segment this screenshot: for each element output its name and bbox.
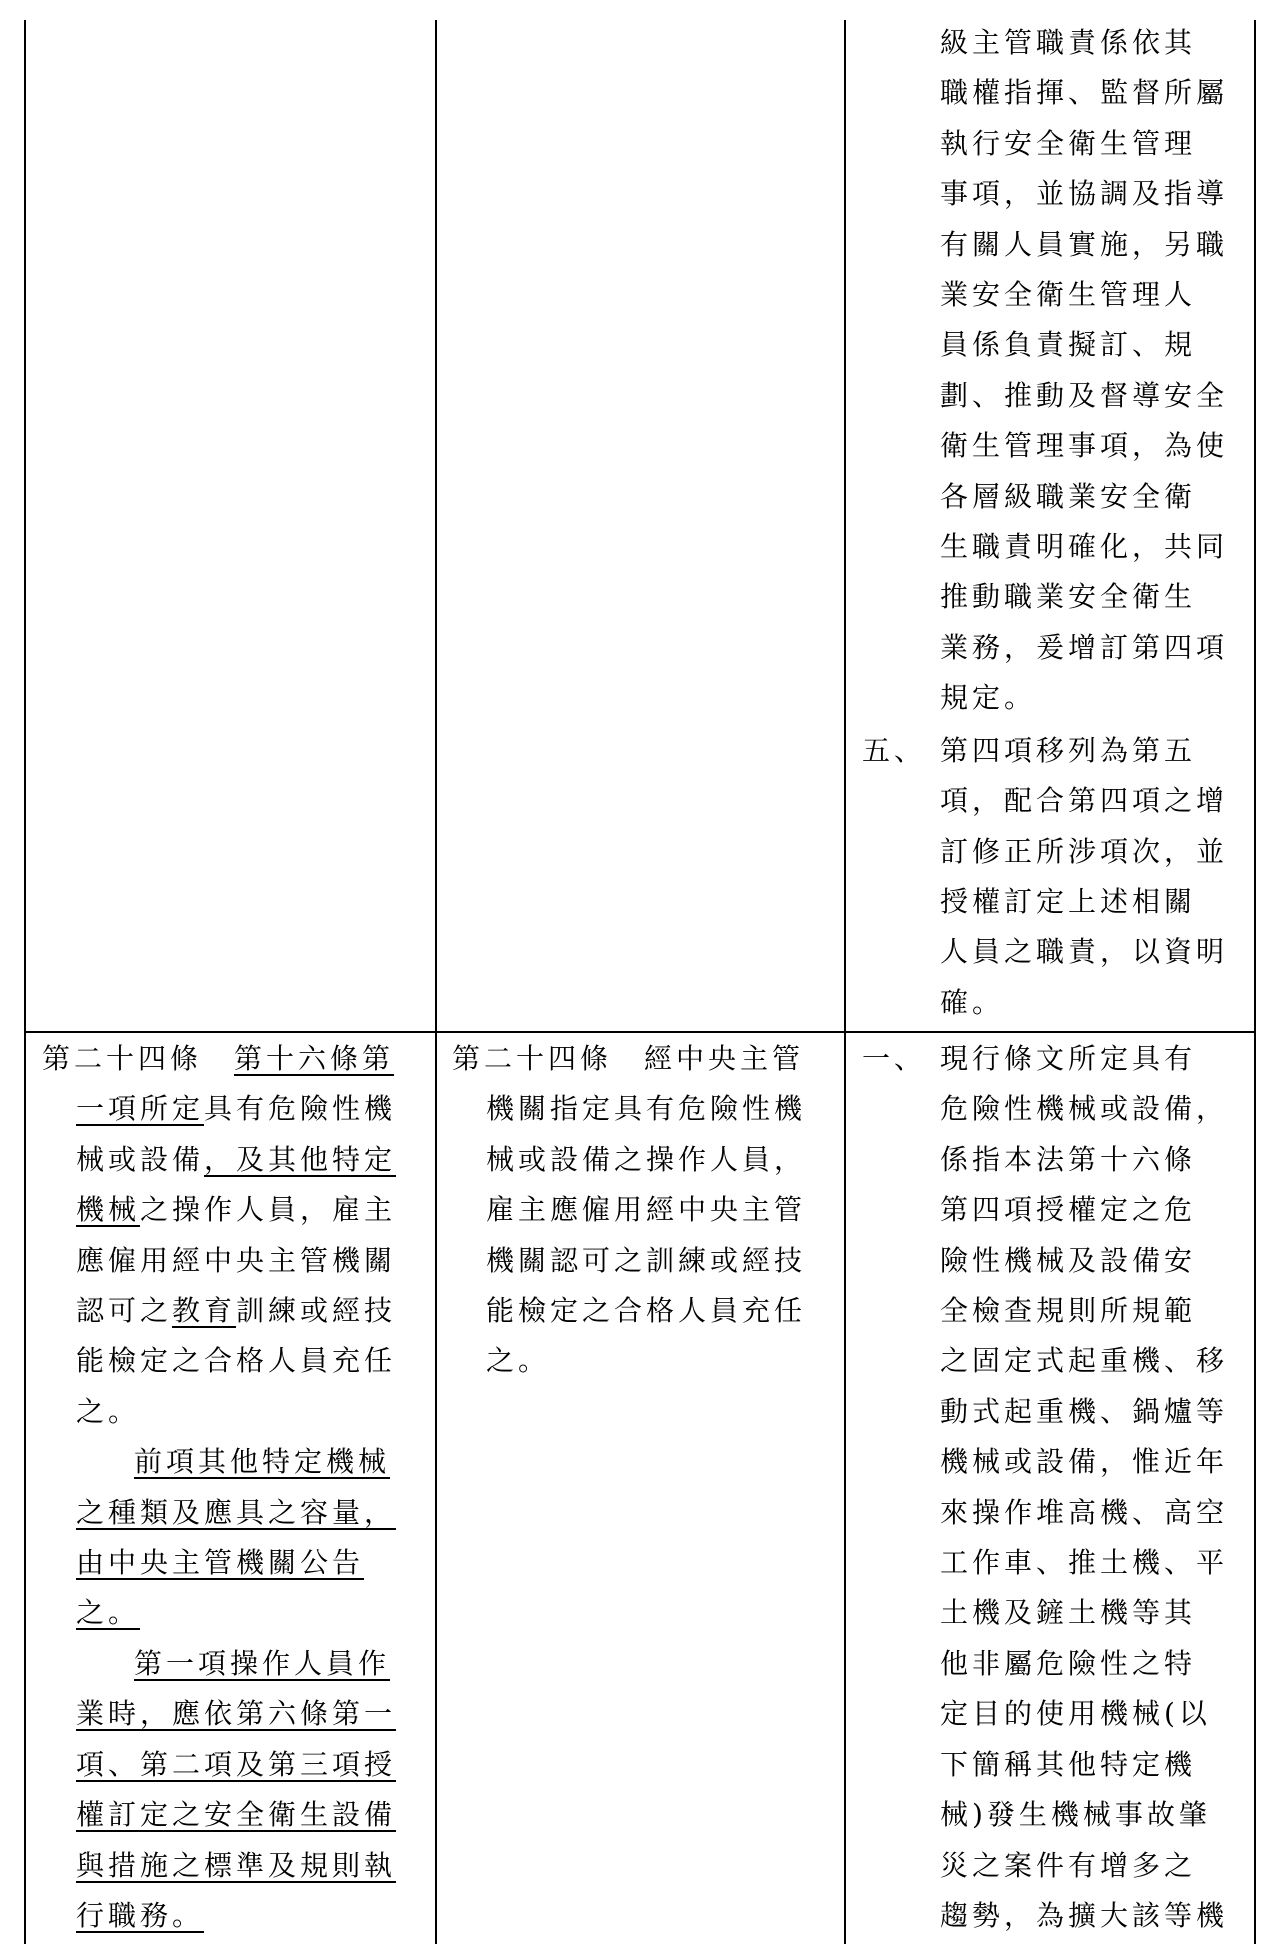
table-border-right <box>1254 20 1256 1944</box>
amended-text: 業時，應依第六條第一 <box>76 1697 397 1731</box>
amended-text: 項、第二項及第三項授 <box>76 1747 397 1781</box>
amended-text: 由中央主管機關公告 <box>76 1546 365 1580</box>
text-line: 能檢定之合格人員充任 <box>76 1344 397 1378</box>
text-line: 機關認可之訓練或經技 <box>486 1243 807 1277</box>
text-line: 業安全衛生管理人 <box>940 278 1197 312</box>
text-line: 事項，並協調及指導 <box>940 177 1229 211</box>
text-line: 推動職業安全衛生 <box>940 580 1197 614</box>
text-line: 規定。 <box>940 681 1037 715</box>
item-number: 五、 <box>862 733 927 767</box>
text-line: 機關指定具有危險性機 <box>486 1092 807 1126</box>
article-heading-line: 第二十四條 經中央主管 <box>452 1042 805 1075</box>
text-line: 工作車、推土機、平 <box>940 1546 1229 1580</box>
text-line <box>42 1841 427 1891</box>
amended-text: 前項其他特定機械 <box>134 1445 391 1479</box>
text-line: 雇主應僱用經中央主管 <box>486 1193 807 1227</box>
paragraph-3-first-line <box>42 1639 427 1689</box>
text-line: 險性機械及設備安 <box>940 1243 1197 1277</box>
text-line: 之。 <box>76 1394 141 1428</box>
amended-text: 之種類及應具之容量， <box>76 1495 397 1529</box>
text-line: 械)發生機械事故肇 <box>940 1798 1211 1832</box>
text-line: 職權指揮、監督所屬 <box>940 76 1229 110</box>
text-line: 危險性機械或設備， <box>940 1092 1229 1126</box>
text-line <box>42 1538 427 1588</box>
amended-text: 一項所定 <box>76 1092 205 1126</box>
text-line <box>42 1740 427 1790</box>
text-line: 劃、推動及督導安全 <box>940 378 1229 412</box>
text-line: 訂修正所涉項次，並 <box>940 834 1229 868</box>
text-line <box>42 1891 427 1941</box>
text-line: 現行條文所定具有 <box>940 1042 1197 1075</box>
row2-explanation-cell <box>862 1034 1242 1941</box>
table-row-divider <box>24 1031 1256 1033</box>
text-line: 之。 <box>486 1344 551 1378</box>
article-heading-line: 第二十四條 第十六條第 <box>42 1042 395 1075</box>
text-line: 第四項移列為第五 <box>940 733 1197 767</box>
text-line <box>42 1790 427 1840</box>
text-line <box>42 1488 427 1538</box>
text-line: 執行安全衛生管理 <box>940 126 1197 160</box>
text-line: 確。 <box>940 985 1005 1019</box>
text-line: 第四項授權定之危 <box>940 1193 1197 1227</box>
text-line: 他非屬危險性之特 <box>940 1646 1197 1680</box>
text-line: 員係負責擬訂、規 <box>940 328 1197 362</box>
amended-text: 與措施之標準及規則執 <box>76 1848 397 1882</box>
text-line: 係指本法第十六條 <box>940 1142 1197 1176</box>
amended-text: 教育 <box>172 1294 237 1328</box>
amended-text: 行職務。 <box>76 1898 205 1932</box>
table-column-divider-2 <box>844 20 846 1944</box>
text-line: 動式起重機、鍋爐等 <box>940 1394 1229 1428</box>
amended-text: 第十六條第 <box>234 1042 395 1075</box>
text-line: 項，配合第四項之增 <box>940 784 1229 818</box>
text-line: 定目的使用機械(以 <box>940 1697 1211 1731</box>
text-line: 來操作堆高機、高空 <box>940 1495 1229 1529</box>
text-line: 授權訂定上述相關 <box>940 884 1197 918</box>
text-line: 有關人員實施，另職 <box>940 227 1229 261</box>
text-line: 之固定式起重機、移 <box>940 1344 1229 1378</box>
amended-article-cell <box>42 1034 427 1941</box>
text-line: 土機及鏟土機等其 <box>940 1596 1197 1630</box>
text-line: 全檢查規則所規範 <box>940 1294 1197 1328</box>
amended-text: 第一項操作人員作 <box>134 1646 391 1680</box>
current-article-cell <box>452 1034 837 1387</box>
text-line: 機械或設備，惟近年 <box>940 1445 1229 1479</box>
text-line: 械或設備，及其他特定 <box>76 1142 397 1176</box>
amended-text: 權訂定之安全衛生設備 <box>76 1798 397 1832</box>
text-line: 機械之操作人員，雇主 <box>76 1193 397 1227</box>
item-number: 一、 <box>862 1042 927 1075</box>
text-line: 能檢定之合格人員充任 <box>486 1294 807 1328</box>
text-line: 衛生管理事項，為使 <box>940 429 1229 463</box>
row1-item-5 <box>862 726 1242 1028</box>
amended-text: 機械 <box>76 1193 141 1227</box>
text-line: 各層級職業安全衛 <box>940 479 1197 513</box>
amended-text: ，及其他特定 <box>204 1142 397 1176</box>
text-line: 認可之教育訓練或經技 <box>76 1294 397 1328</box>
text-line: 人員之職責，以資明 <box>940 935 1229 969</box>
text-line: 生職責明確化，共同 <box>940 530 1229 564</box>
text-line <box>42 1689 427 1739</box>
text-line: 級主管職責係依其 <box>940 26 1197 59</box>
table-column-divider-1 <box>435 20 437 1944</box>
text-line <box>42 1588 427 1638</box>
amended-text: 之。 <box>76 1596 141 1630</box>
text-line: 趨勢，為擴大該等機 <box>940 1898 1229 1932</box>
text-line: 業務，爰增訂第四項 <box>940 630 1229 664</box>
paragraph-2-first-line <box>42 1437 427 1487</box>
text-line: 災之案件有增多之 <box>940 1848 1197 1882</box>
text-line: 應僱用經中央主管機關 <box>76 1243 397 1277</box>
table-border-left <box>24 20 26 1944</box>
row2-item-1 <box>862 1034 1242 1941</box>
row1-item-4-continuation <box>862 18 1242 724</box>
row1-explanation-cell <box>862 18 1242 1028</box>
text-line: 械或設備之操作人員， <box>486 1142 807 1176</box>
text-line: 下簡稱其他特定機 <box>940 1747 1197 1781</box>
text-line: 一項所定具有危險性機 <box>76 1092 397 1126</box>
